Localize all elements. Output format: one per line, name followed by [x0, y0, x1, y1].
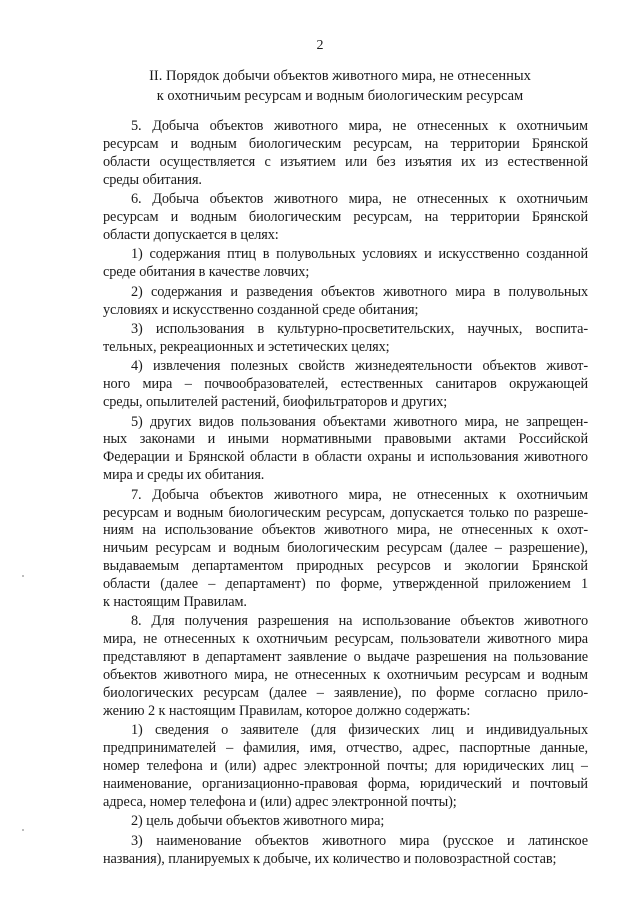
- paragraph-line: среды, опылителей растений, биофильтраторов и других;: [103, 394, 448, 411]
- paragraph-line: ных законами и иными нормативными правовыми актами Российской: [103, 431, 588, 448]
- paragraph: [103, 358, 588, 412]
- paragraph-line: объектов животного мира, не отнесенных к охотничьим ресурсам и водным: [103, 667, 588, 684]
- paragraph-line: ресурсам и водным биологическим ресурсам, на территории Брянской: [103, 209, 588, 226]
- paragraph: [103, 191, 588, 245]
- paragraph-line: 7. Добыча объектов животного мира, не отнесенных к охотничьим: [131, 486, 588, 503]
- paragraph-line: 1) сведения о заявителе (для физических лиц и индивидуальных: [131, 722, 588, 739]
- paragraph-line: ничьим ресурсам и водным биологическим ресурсам (далее – разрешение),: [103, 540, 588, 557]
- paragraph-line: ного мира – почвообразователей, естественных санитаров окружающей: [103, 376, 588, 393]
- paragraph-line: ресурсам и водным биологическим ресурсам, допускается только по разреше-: [103, 504, 588, 521]
- paragraph: [103, 284, 588, 320]
- paragraph-line: мира и среды их обитания.: [103, 467, 265, 484]
- page-number: 2: [316, 38, 324, 53]
- paragraph-line: 8. Для получения разрешения на использование объектов животного: [131, 613, 588, 630]
- section-heading-line: II. Порядок добычи объектов животного мира, не отнесенных: [149, 68, 531, 84]
- paragraph: [103, 613, 588, 720]
- paragraph-line: 5. Добыча объектов животного мира, не отнесенных к охотничьим: [131, 118, 588, 134]
- paragraph: [103, 246, 588, 282]
- paragraph-line: 3) наименование объектов животного мира (русское и латинское: [131, 832, 588, 849]
- paragraph-line: области осуществляется с изъятием или без изъятия их из естественной: [103, 153, 588, 170]
- paragraph: [103, 722, 588, 812]
- scan-speck: [22, 575, 24, 577]
- paragraph-line: мира, не отнесенных к охотничьим ресурсам, пользователи животного мира: [103, 631, 588, 648]
- paragraph: [103, 414, 588, 486]
- paragraph-line: 6. Добыча объектов животного мира, не отнесенных к охотничьим: [131, 191, 588, 208]
- paragraph-line: среды обитания.: [103, 171, 202, 188]
- paragraph-line: биологических ресурсам (далее – заявление), по форме согласно прило-: [103, 685, 588, 702]
- document-body: [103, 118, 588, 870]
- section-heading-line: к охотничьим ресурсам и водным биологическим ресурсам: [156, 88, 524, 104]
- paragraph: [103, 321, 588, 357]
- paragraph-line: названия), планируемых к добыче, их количество и половозрастной состав;: [103, 850, 557, 867]
- paragraph-line: Федерации и Брянской области в области охраны и использования животного: [103, 449, 588, 466]
- paragraph-line: ресурсам и водным биологическим ресурсам, на территории Брянской: [103, 135, 588, 152]
- paragraph-line: 1) содержания птиц в полувольных условиях и искусственно созданной: [131, 246, 588, 263]
- paragraph: [103, 813, 588, 831]
- paragraph-line: наименование, организационно-правовая форма, юридический и почтовый: [103, 776, 588, 793]
- paragraph-line: 5) других видов пользования объектами животного мира, не запрещен-: [131, 413, 588, 430]
- paragraph-line: адреса, номер телефона и (или) адрес электронной почты);: [103, 794, 457, 811]
- paragraph-line: 4) извлечения полезных свойств жизнедеятельности объектов живот-: [131, 358, 588, 375]
- paragraph-line: ниям на использование объектов животного мира, не отнесенных к охот-: [103, 522, 588, 539]
- paragraph: [103, 118, 588, 190]
- paragraph-line: 2) содержания и разведения объектов животного мира в полувольных: [131, 283, 588, 300]
- paragraph-line: жению 2 к настоящим Правилам, которое должно содержать:: [103, 703, 471, 719]
- scan-speck: [22, 829, 24, 831]
- paragraph: [103, 833, 588, 869]
- paragraph-line: 3) использования в культурно-просветительских, научных, воспита-: [131, 320, 588, 337]
- paragraph-line: предпринимателей – фамилия, имя, отчество, адрес, паспортные данные,: [103, 740, 588, 757]
- paragraph-line: области допускается в целях:: [103, 226, 279, 243]
- section-heading: [110, 66, 570, 106]
- paragraph-line: тельных, рекреационных и эстетических целях;: [103, 338, 390, 355]
- paragraph-line: номер телефона и (или) адрес электронной почты; для юридических лиц –: [103, 758, 588, 775]
- paragraph-line: выдаваемым департаментом природных ресурсов и экологии Брянской: [103, 558, 588, 575]
- paragraph-line: 2) цель добычи объектов животного мира;: [131, 813, 385, 830]
- paragraph-line: области (далее – департамент) по форме, утвержденной приложением 1: [103, 576, 588, 593]
- paragraph-line: к настоящим Правилам.: [103, 594, 247, 611]
- paragraph-line: представляют в департамент заявление о выдаче разрешения на пользование: [103, 649, 588, 666]
- paragraph-line: условиях и искусственно созданной среде обитания;: [103, 301, 419, 318]
- paragraph: [103, 487, 588, 612]
- paragraph-line: среде обитания в качестве ловчих;: [103, 264, 310, 281]
